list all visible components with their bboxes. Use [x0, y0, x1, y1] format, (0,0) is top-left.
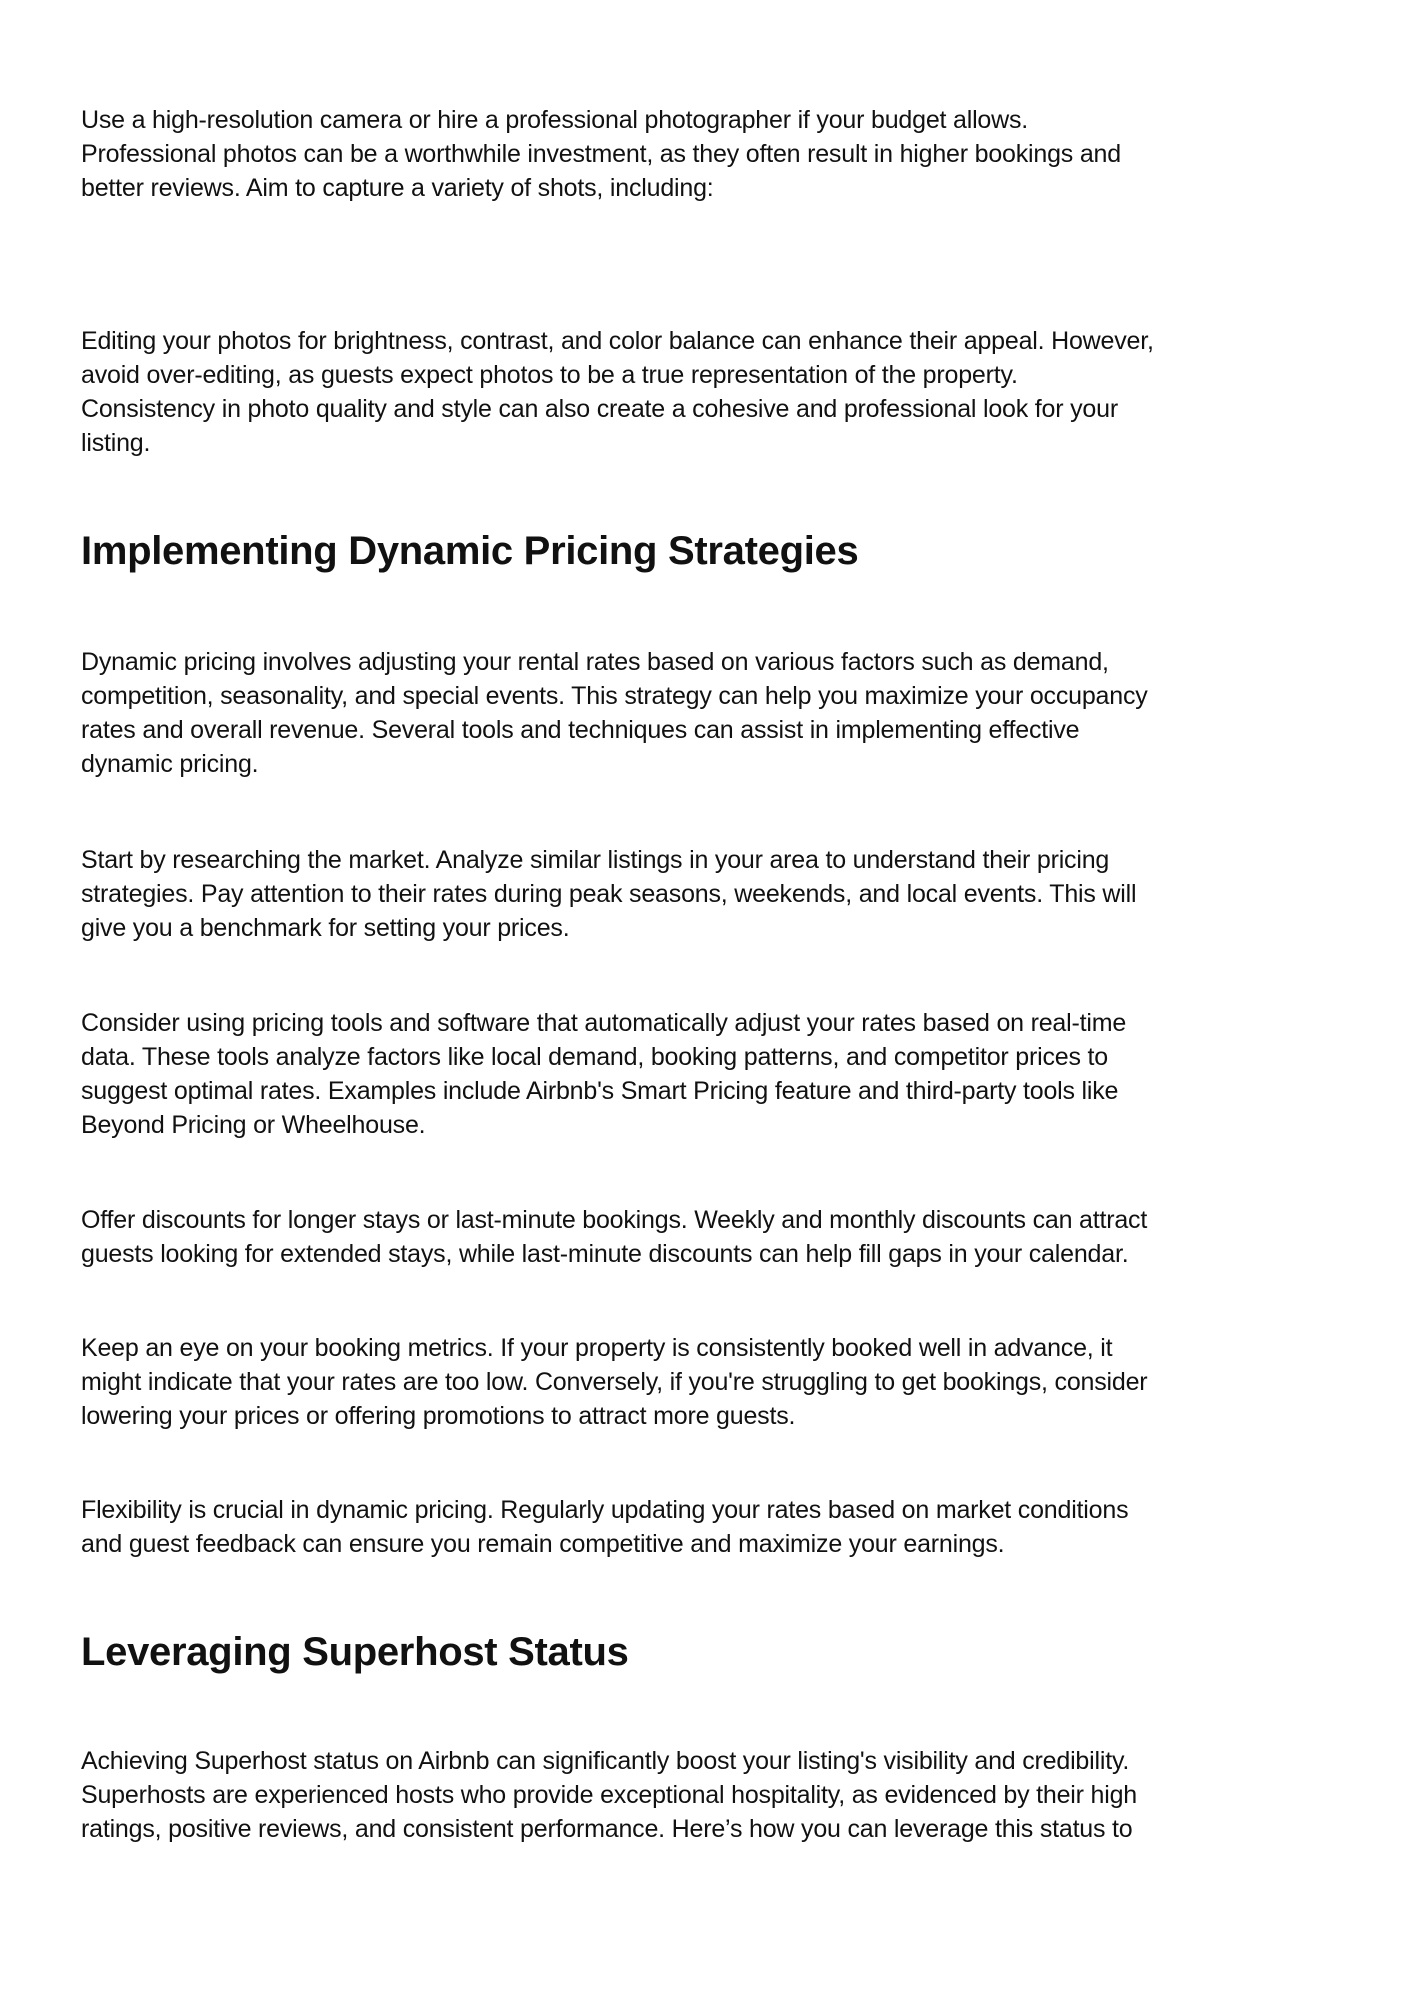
text-line: Use a high-resolution camera or hire a professional photographer if your budget allows. — [81, 106, 1029, 134]
text-line: Beyond Pricing or Wheelhouse. — [81, 1111, 426, 1139]
text-line: avoid over-editing, as guests expect photos to be a true representation of the property. — [81, 361, 1018, 389]
text-line: data. These tools analyze factors like local demand, booking patterns, and competitor prices to — [81, 1043, 1108, 1071]
text-line: Start by researching the market. Analyze similar listings in your area to understand their pricing — [81, 846, 1110, 874]
text-line: suggest optimal rates. Examples include Airbnb's Smart Pricing feature and third-party tools like — [81, 1077, 1119, 1105]
text-line: dynamic pricing. — [81, 750, 259, 778]
text-line: Consistency in photo quality and style can also create a cohesive and professional look for your — [81, 395, 1118, 423]
text-line: Achieving Superhost status on Airbnb can significantly boost your listing's visibility and credibility. — [81, 1747, 1130, 1775]
paragraph-discounts — [81, 1203, 1351, 1271]
paragraph-photo-editing — [81, 324, 1351, 460]
text-line: Professional photos can be a worthwhile investment, as they often result in higher bookings and — [81, 140, 1121, 168]
paragraph-dynamic-pricing-intro — [81, 645, 1351, 781]
text-line: competition, seasonality, and special events. This strategy can help you maximize your occupancy — [81, 682, 1148, 710]
text-line: strategies. Pay attention to their rates during peak seasons, weekends, and local events. This will — [81, 880, 1137, 908]
text-line: Editing your photos for brightness, contrast, and color balance can enhance their appeal. However, — [81, 327, 1154, 355]
text-line: Superhosts are experienced hosts who provide exceptional hospitality, as evidenced by their high — [81, 1781, 1137, 1809]
heading-dynamic-pricing: Implementing Dynamic Pricing Strategies — [81, 529, 859, 573]
paragraph-pricing-tools — [81, 1006, 1351, 1142]
text-line: Consider using pricing tools and software that automatically adjust your rates based on real-time — [81, 1009, 1127, 1037]
text-line: Offer discounts for longer stays or last-minute bookings. Weekly and monthly discounts can attract — [81, 1206, 1148, 1234]
paragraph-photography-tips — [81, 103, 1351, 205]
heading-superhost-status: Leveraging Superhost Status — [81, 1630, 629, 1674]
text-line: Keep an eye on your booking metrics. If your property is consistently booked well in advance, it — [81, 1334, 1113, 1362]
paragraph-booking-metrics — [81, 1331, 1351, 1433]
text-line: might indicate that your rates are too low. Conversely, if you're struggling to get bookings, consider — [81, 1368, 1148, 1396]
text-line: and guest feedback can ensure you remain competitive and maximize your earnings. — [81, 1530, 1005, 1558]
text-line: lowering your prices or offering promotions to attract more guests. — [81, 1402, 796, 1430]
paragraph-flexibility — [81, 1493, 1351, 1561]
text-line: ratings, positive reviews, and consistent performance. Here’s how you can leverage this status to — [81, 1815, 1133, 1843]
text-line: Dynamic pricing involves adjusting your rental rates based on various factors such as demand, — [81, 648, 1109, 676]
paragraph-market-research — [81, 843, 1351, 945]
text-line: give you a benchmark for setting your prices. — [81, 914, 570, 942]
text-line: listing. — [81, 429, 151, 457]
text-line: Flexibility is crucial in dynamic pricing. Regularly updating your rates based on market conditions — [81, 1496, 1129, 1524]
text-line: better reviews. Aim to capture a variety of shots, including: — [81, 174, 714, 202]
text-line: guests looking for extended stays, while last-minute discounts can help fill gaps in your calendar. — [81, 1240, 1129, 1268]
text-line: rates and overall revenue. Several tools and techniques can assist in implementing effective — [81, 716, 1080, 744]
paragraph-superhost-intro — [81, 1744, 1351, 1846]
